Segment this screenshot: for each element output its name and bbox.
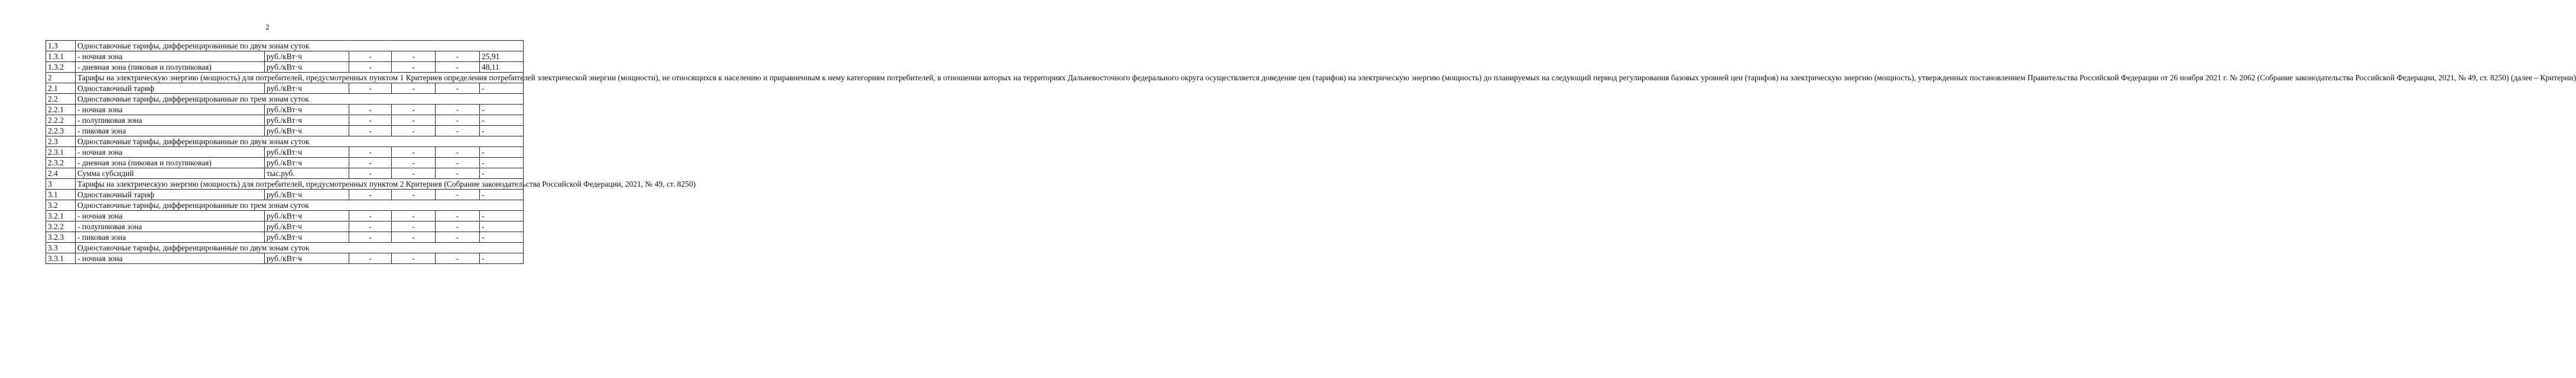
row-number: 2.1: [46, 83, 76, 94]
row-name: - ночная зона: [76, 51, 265, 62]
value-cell: -: [392, 115, 436, 126]
row-name: - полупиковая зона: [76, 115, 265, 126]
row-number: 2.3.2: [46, 158, 76, 168]
value-cell: -: [436, 232, 480, 243]
value-cell: -: [480, 83, 524, 94]
row-name: - полупиковая зона: [76, 221, 265, 232]
value-cell: -: [349, 168, 392, 179]
row-number: 3.3.1: [46, 253, 76, 264]
section-heading: Тарифы на электрическую энергию (мощность) для потребителей, предусмотренных пунктом 1 Критериев определения потребителей электрической энергии (мощности), не относящихся к населению и приравненным к нему категориям потребителей, в отношении которых на территориях Дальневосточного федерального округа осуществляется доведение цен (тарифов) на электрическую энергию (мощность) до планируемых на следующий период регулирования базовых уровней цен (тарифов) на электрическую энергию (мощность), утвержденных постановлением Правительства Российской Федерации от 26 ноября 2021 г. № 2062 (Собрание законодательства Российской Федерации, 2021, № 49, ст. 8250) (далее – Критерии): [76, 73, 524, 83]
value-cell: -: [436, 51, 480, 62]
table-row: [46, 147, 524, 158]
value-cell: -: [349, 105, 392, 115]
table-row: [46, 62, 524, 73]
row-name: - ночная зона: [76, 147, 265, 158]
tariff-table-body: [46, 41, 2576, 264]
value-cell: -: [349, 51, 392, 62]
value-cell: -: [349, 147, 392, 158]
value-cell: -: [480, 190, 524, 200]
subsection-heading: Одноставочные тарифы, дифференцированные по двум зонам суток: [76, 136, 524, 147]
row-number: 3.2.3: [46, 232, 76, 243]
value-cell: -: [436, 190, 480, 200]
row-number: 2.3.1: [46, 147, 76, 158]
value-cell: -: [480, 158, 524, 168]
row-unit: руб./кВт·ч: [265, 253, 349, 264]
value-cell: -: [436, 158, 480, 168]
table-row: [46, 221, 524, 232]
value-cell: -: [349, 232, 392, 243]
row-name: - ночная зона: [76, 105, 265, 115]
row-number: 3.3: [46, 243, 76, 253]
row-number: 3.2.2: [46, 221, 76, 232]
row-unit: руб./кВт·ч: [265, 62, 349, 73]
value-cell: -: [436, 221, 480, 232]
row-unit: руб./кВт·ч: [265, 115, 349, 126]
row-number: 2.4: [46, 168, 76, 179]
row-name: - пиковая зона: [76, 126, 265, 136]
value-cell: -: [349, 221, 392, 232]
row-unit: руб./кВт·ч: [265, 211, 349, 221]
table-row: [46, 158, 524, 168]
value-cell: -: [436, 211, 480, 221]
value-cell: -: [480, 221, 524, 232]
value-cell: -: [349, 211, 392, 221]
row-unit: руб./кВт·ч: [265, 83, 349, 94]
row-number: 3.2: [46, 200, 76, 211]
row-number: 1.3: [46, 41, 76, 51]
row-unit: руб./кВт·ч: [265, 51, 349, 62]
row-number: 3: [46, 179, 76, 190]
table-row: [46, 83, 524, 94]
value-cell: 25,91: [480, 51, 524, 62]
value-cell: -: [480, 115, 524, 126]
row-number: 1.3.2: [46, 62, 76, 73]
value-cell: -: [392, 126, 436, 136]
value-cell: 48,11: [480, 62, 524, 73]
table-row: [46, 115, 524, 126]
table-row: [46, 243, 524, 253]
row-number: 2.2.1: [46, 105, 76, 115]
table-row: [46, 179, 524, 190]
value-cell: -: [436, 115, 480, 126]
row-number: 1.3.1: [46, 51, 76, 62]
value-cell: -: [436, 105, 480, 115]
value-cell: -: [349, 158, 392, 168]
row-number: 3.2.1: [46, 211, 76, 221]
row-number: 2.2.2: [46, 115, 76, 126]
row-unit: руб./кВт·ч: [265, 190, 349, 200]
row-unit: руб./кВт·ч: [265, 221, 349, 232]
value-cell: -: [480, 232, 524, 243]
table-row: [46, 51, 524, 62]
value-cell: -: [480, 147, 524, 158]
row-name: - ночная зона: [76, 211, 265, 221]
row-name: - дневная зона (пиковая и полупиковая): [76, 158, 265, 168]
value-cell: -: [392, 83, 436, 94]
value-cell: -: [392, 158, 436, 168]
row-unit: руб./кВт·ч: [265, 126, 349, 136]
tariff-table: [46, 40, 2576, 264]
value-cell: -: [392, 190, 436, 200]
row-unit: руб./кВт·ч: [265, 105, 349, 115]
table-row: [46, 232, 524, 243]
row-name: - ночная зона: [76, 253, 265, 264]
value-cell: -: [480, 168, 524, 179]
value-cell: -: [392, 168, 436, 179]
row-unit: руб./кВт·ч: [265, 232, 349, 243]
row-number: 2: [46, 73, 76, 83]
value-cell: -: [480, 253, 524, 264]
table-row: [46, 126, 524, 136]
row-unit: руб./кВт·ч: [265, 147, 349, 158]
table-row: [46, 168, 524, 179]
value-cell: -: [436, 126, 480, 136]
table-row: [46, 136, 524, 147]
table-row: [46, 94, 524, 105]
row-number: 3.1: [46, 190, 76, 200]
value-cell: -: [349, 62, 392, 73]
page-number: 2: [265, 22, 269, 31]
row-name: - пиковая зона: [76, 232, 265, 243]
value-cell: -: [392, 211, 436, 221]
value-cell: -: [436, 168, 480, 179]
row-unit: тыс.руб.: [265, 168, 349, 179]
row-name: Одноставочный тариф: [76, 83, 265, 94]
row-number: 2.2.3: [46, 126, 76, 136]
table-row: [46, 41, 524, 51]
value-cell: -: [392, 253, 436, 264]
table-row: [46, 190, 524, 200]
value-cell: -: [349, 126, 392, 136]
subsection-heading: Одноставочные тарифы, дифференцированные по трем зонам суток: [76, 200, 524, 211]
row-name: - дневная зона (пиковая и полупиковая): [76, 62, 265, 73]
value-cell: -: [436, 62, 480, 73]
table-row: [46, 211, 524, 221]
value-cell: -: [392, 147, 436, 158]
value-cell: -: [480, 105, 524, 115]
table-row: [46, 73, 524, 83]
table-row: [46, 253, 524, 264]
value-cell: -: [436, 83, 480, 94]
row-name: Сумма субсидий: [76, 168, 265, 179]
value-cell: -: [392, 51, 436, 62]
subsection-heading: Одноставочные тарифы, дифференцированные по трем зонам суток: [76, 94, 524, 105]
row-unit: руб./кВт·ч: [265, 158, 349, 168]
table-row: [46, 105, 524, 115]
value-cell: -: [349, 83, 392, 94]
row-number: 2.2: [46, 94, 76, 105]
value-cell: -: [349, 190, 392, 200]
row-name: Одноставочный тариф: [76, 190, 265, 200]
row-number: 2.3: [46, 136, 76, 147]
table-row: [46, 200, 524, 211]
value-cell: -: [392, 232, 436, 243]
value-cell: -: [480, 126, 524, 136]
value-cell: -: [436, 253, 480, 264]
subsection-heading: Одноставочные тарифы, дифференцированные по двум зонам суток: [76, 41, 524, 51]
value-cell: -: [349, 115, 392, 126]
value-cell: -: [392, 105, 436, 115]
value-cell: -: [436, 147, 480, 158]
value-cell: -: [349, 253, 392, 264]
value-cell: -: [480, 211, 524, 221]
subsection-heading: Одноставочные тарифы, дифференцированные по двум зонам суток: [76, 243, 524, 253]
value-cell: -: [392, 62, 436, 73]
section-heading: Тарифы на электрическую энергию (мощность) для потребителей, предусмотренных пунктом 2 Критериев (Собрание законодательства Российской Федерации, 2021, № 49, ст. 8250): [76, 179, 524, 190]
value-cell: -: [392, 221, 436, 232]
